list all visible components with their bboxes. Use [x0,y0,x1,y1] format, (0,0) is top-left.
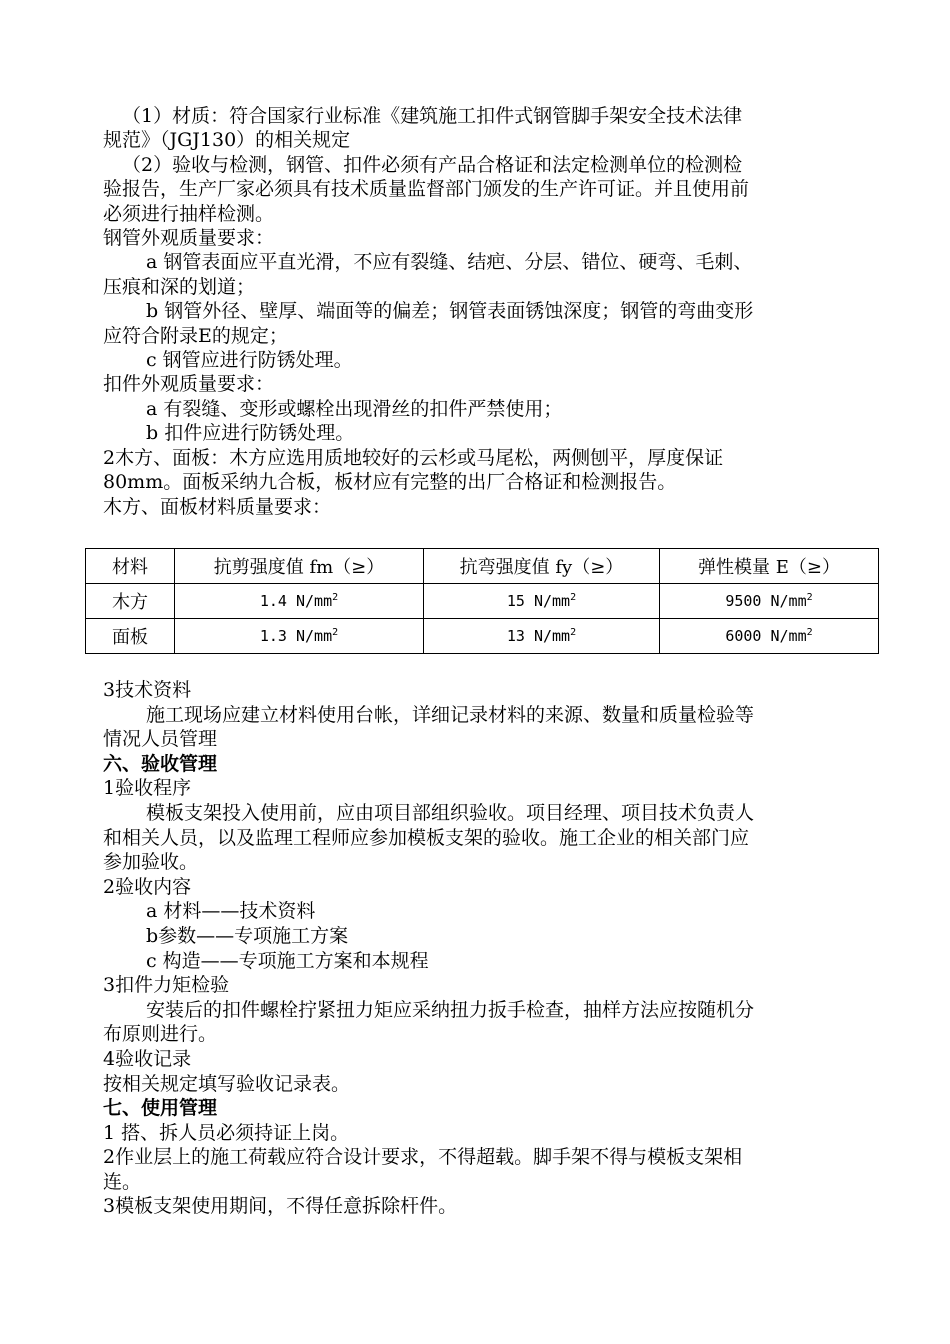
text-line: 布原则进行。 [103,1023,218,1046]
text-line: 3技术资料 [103,679,192,701]
section-heading: 六、验收管理 [103,752,218,775]
text-line: 2验收内容 [103,875,192,898]
subheading: 扣件外观质量要求： [103,373,275,396]
text-line: 2木方、面板：木方应选用质地较好的云杉或马尾松，两侧刨平，厚度保证 [103,446,724,469]
table-header-cell: 材料 [86,549,175,584]
unit-superscript: 2 [806,627,813,638]
text-line: 1 搭、拆人员必须持证上岗。 [103,1121,350,1144]
section-heading: 七、使用管理 [103,1097,218,1120]
text-line: 参加验收。 [103,851,199,874]
table-row [86,584,879,619]
text-line: 情况人员管理 [103,728,218,751]
table-cell: 木方 [86,584,175,619]
text-line: 施工现场应建立材料使用台帐，详细记录材料的来源、数量和质量检验等 [146,703,755,726]
table-header-cell: 抗剪强度值 fm（≥） [175,549,424,584]
text-line: 必须进行抽样检测。 [103,202,275,225]
text-line: a 有裂缝、变形或螺栓出现滑丝的扣件严禁使用； [146,397,563,420]
text-line: c 钢管应进行防锈处理。 [146,349,353,372]
text-line: 3扣件力矩检验 [103,974,230,997]
text-line: b 扣件应进行防锈处理。 [146,422,355,445]
table-cell [660,619,879,654]
text-line: 80mm。面板采纳九合板，板材应有完整的出厂合格证和检测报告。 [103,471,677,494]
table-cell [424,584,660,619]
text-line: （1）材质：符合国家行业标准《建筑施工扣件式钢管脚手架安全技术法律 [122,105,743,127]
text-line: a 钢管表面应平直光滑，不应有裂缝、结疤、分层、错位、硬弯、毛刺、 [146,251,753,274]
table-row [86,619,879,654]
text-line: 规范》（JGJ130）的相关规定 [103,129,351,152]
cell-value: 1.3 N/mm [259,627,333,645]
text-line: c 构造——专项施工方案和本规程 [146,949,429,972]
subheading: 木方、面板材料质量要求： [103,495,332,518]
text-line: 3模板支架使用期间，不得任意拆除杆件。 [103,1195,458,1218]
unit-superscript: 2 [570,627,577,638]
text-line: b 钢管外径、壁厚、端面等的偏差；钢管表面锈蚀深度；钢管的弯曲变形 [146,300,754,323]
table-cell [175,584,424,619]
material-quality-table [85,548,879,654]
text-line: 2作业层上的施工荷载应符合设计要求，不得超载。脚手架不得与模板支架相 [103,1146,743,1169]
text-line: 应符合附录E的规定； [103,324,288,347]
table-cell [175,619,424,654]
cell-value: 13 N/mm [506,627,571,645]
unit-superscript: 2 [806,592,813,603]
text-line: 按相关规定填写验收记录表。 [103,1072,351,1095]
cell-value: 6000 N/mm [725,627,807,645]
text-line: 和相关人员，以及监理工程师应参加模板支架的验收。施工企业的相关部门应 [103,826,750,849]
subheading: 钢管外观质量要求： [103,227,275,250]
table-header-cell: 弹性模量 E（≥） [660,549,879,584]
table-cell [424,619,660,654]
unit-superscript: 2 [332,627,339,638]
table-header-row [86,549,879,584]
cell-value: 1.4 N/mm [259,592,333,610]
cell-value: 9500 N/mm [725,592,807,610]
unit-superscript: 2 [570,592,577,603]
text-line: 连。 [103,1170,142,1193]
text-line: 压痕和深的划道； [103,275,256,298]
text-line: 4验收记录 [103,1047,192,1070]
text-line: 1验收程序 [103,777,192,800]
text-line: 模板支架投入使用前，应由项目部组织验收。项目经理、项目技术负责人 [146,801,755,824]
text-line: 安装后的扣件螺栓拧紧扭力矩应采纳扭力扳手检查，抽样方法应按随机分 [146,998,755,1021]
table-cell [660,584,879,619]
table-header-cell: 抗弯强度值 fy（≥） [424,549,660,584]
table-cell: 面板 [86,619,175,654]
text-line: 验报告，生产厂家必须具有技术质量监督部门颁发的生产许可证。并且使用前 [103,178,750,201]
unit-superscript: 2 [332,592,339,603]
cell-value: 15 N/mm [506,592,571,610]
document-body-bottom [103,678,868,1219]
text-line: （2）验收与检测，钢管、扣件必须有产品合格证和法定检测单位的检测检 [122,153,743,176]
text-line: b参数——专项施工方案 [146,924,349,947]
document-body-top [103,104,868,519]
text-line: a 材料——技术资料 [146,900,316,923]
